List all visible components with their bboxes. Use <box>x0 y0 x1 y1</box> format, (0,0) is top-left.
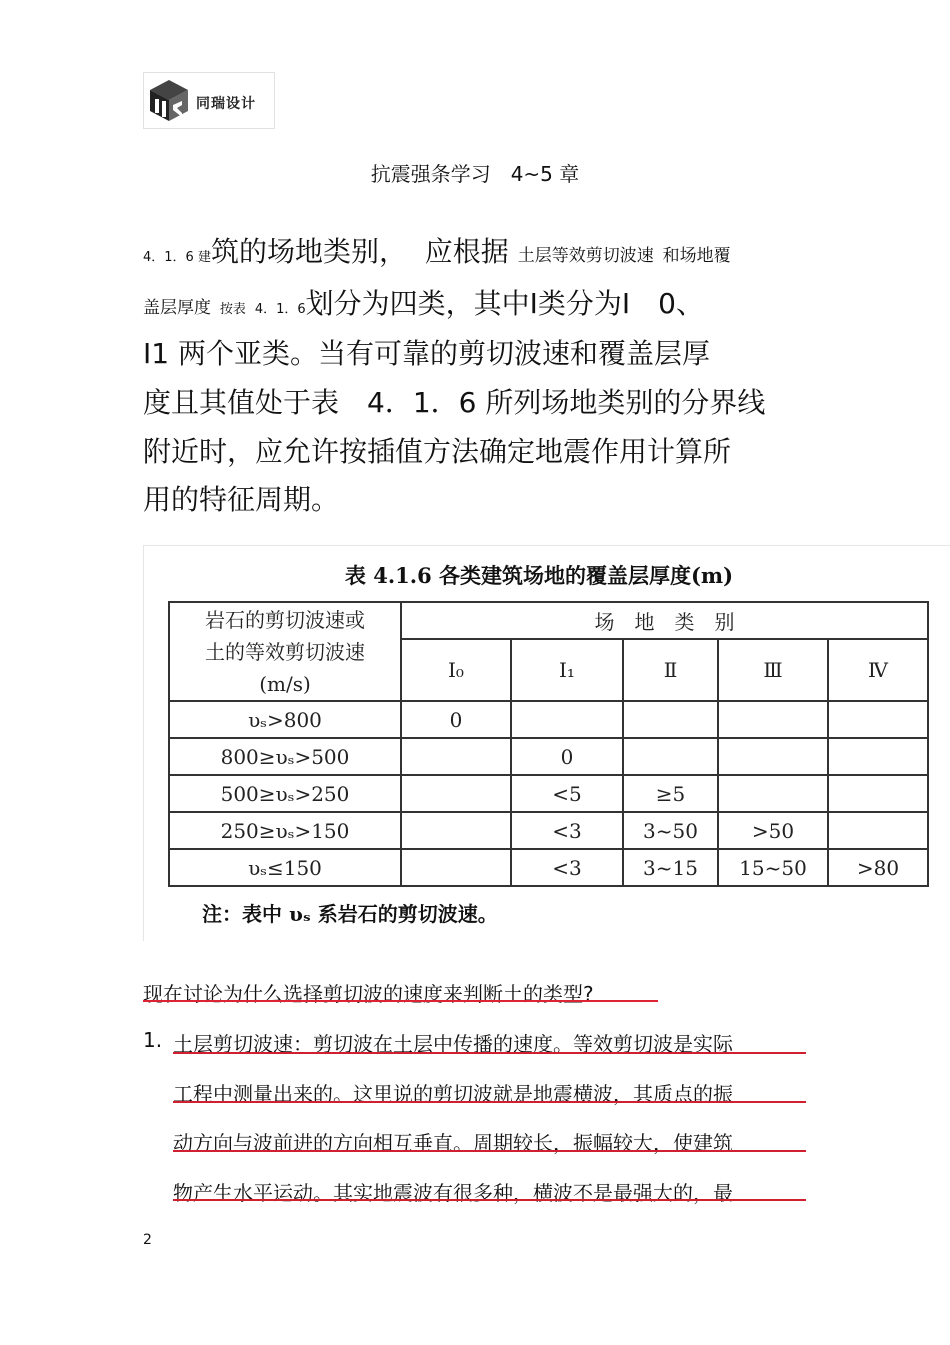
header-line: 土的等效剪切波速 <box>205 639 365 664</box>
red-underline <box>173 1101 806 1103</box>
text-run: 应根据 <box>424 235 509 268</box>
list-item-line: 物产生水平运动。其实地震波有很多种，横波不是最强大的，最 <box>173 1181 733 1205</box>
table-row <box>169 812 928 849</box>
logo-text: 同瑞设计 <box>196 96 256 112</box>
table-cell <box>718 738 828 775</box>
table-cell <box>828 701 928 738</box>
row-label: 800≥υₛ>500 <box>169 738 401 775</box>
table-cell <box>718 775 828 812</box>
paragraph-line-5: 附近时，应允许按插值方法确定地震作用计算所 <box>143 435 732 468</box>
column-header: Ⅲ <box>718 639 828 701</box>
clause-number: 4．1．6 建 <box>143 250 211 265</box>
table-row <box>169 849 928 886</box>
text-run-small: 土层等效剪切波速 <box>517 246 654 266</box>
column-header: Ⅳ <box>828 639 928 701</box>
red-underline <box>173 1199 806 1201</box>
table-cell: >50 <box>718 812 828 849</box>
page-title: 抗震强条学习 4~5 章 <box>370 162 580 186</box>
table-row <box>169 701 928 738</box>
table-row <box>169 775 928 812</box>
table-cell: 0 <box>401 701 511 738</box>
text-run: 划分为四类，其中Ⅰ类分为Ⅰ 0、 <box>305 287 704 320</box>
table-cell: 0 <box>511 738 623 775</box>
list-number: 1. <box>143 1028 163 1052</box>
row-label: 500≥υₛ>250 <box>169 775 401 812</box>
header-site-class: 场 地 类 别 <box>401 602 928 639</box>
table-cell: 3~15 <box>623 849 718 886</box>
text-run-small: 盖层厚度 <box>143 298 211 318</box>
row-label: υₛ>800 <box>169 701 401 738</box>
page-number: 2 <box>143 1232 152 1248</box>
table-cell: <5 <box>511 775 623 812</box>
text-run: 筑的场地类别， <box>210 235 407 268</box>
table-cell <box>401 849 511 886</box>
question-underline <box>143 1000 658 1002</box>
column-header: Ⅰ₀ <box>401 639 511 701</box>
list-item-line: 动方向与波前进的方向相互垂直。周期较长，振幅较大，使建筑 <box>173 1131 733 1155</box>
table-caption: 表 4.1.6 各类建筑场地的覆盖层厚度(m) <box>344 563 734 588</box>
table-cell <box>718 701 828 738</box>
column-header: Ⅱ <box>623 639 718 701</box>
table-cell <box>401 738 511 775</box>
list-item-line: 工程中测量出来的。这里说的剪切波就是地震横波，其质点的振 <box>173 1082 733 1106</box>
header-shear-velocity <box>169 602 401 701</box>
table-cell <box>401 775 511 812</box>
table-note: 注：表中 υₛ 系岩石的剪切波速。 <box>202 902 498 926</box>
discussion-question: 现在讨论为什么选择剪切波的速度来判断土的类型? <box>143 982 594 1006</box>
red-underline <box>173 1052 806 1054</box>
table-row <box>169 738 928 775</box>
table-cell: ≥5 <box>623 775 718 812</box>
header-line: 岩石的剪切波速或 <box>205 607 365 632</box>
paragraph-line-6: 用的特征周期。 <box>143 483 340 516</box>
table-reference: 4．1．6 <box>254 302 306 317</box>
site-class-table <box>168 601 929 887</box>
column-header: Ⅰ₁ <box>511 639 623 701</box>
paragraph-line-4: 度且其值处于表 4．1．6 所列场地类别的分界线 <box>143 386 766 419</box>
company-logo <box>143 72 275 129</box>
paragraph-line-3: Ⅰ1 两个亚类。当有可靠的剪切波速和覆盖层厚 <box>143 337 710 370</box>
text-run-tiny: 按表 <box>219 302 246 317</box>
table-cell <box>828 812 928 849</box>
list-item-line: 土层剪切波速：剪切波在土层中传播的速度。等效剪切波是实际 <box>173 1032 733 1056</box>
table-cell <box>828 738 928 775</box>
paragraph-line-2 <box>143 282 704 322</box>
table-cell: 15~50 <box>718 849 828 886</box>
row-label: 250≥υₛ>150 <box>169 812 401 849</box>
table-figure <box>143 545 950 941</box>
red-underline <box>173 1150 806 1152</box>
logo-cube-icon <box>146 77 192 123</box>
table-cell <box>623 738 718 775</box>
table-cell <box>623 701 718 738</box>
table-cell <box>401 812 511 849</box>
table-cell: 3~50 <box>623 812 718 849</box>
table-cell: >80 <box>828 849 928 886</box>
header-line: (m/s) <box>259 671 311 696</box>
table-cell <box>511 701 623 738</box>
paragraph-line-1 <box>143 230 731 270</box>
table-cell <box>828 775 928 812</box>
row-label: υₛ≤150 <box>169 849 401 886</box>
table-cell: <3 <box>511 849 623 886</box>
text-run-small: 和场地覆 <box>662 246 731 266</box>
table-cell: <3 <box>511 812 623 849</box>
